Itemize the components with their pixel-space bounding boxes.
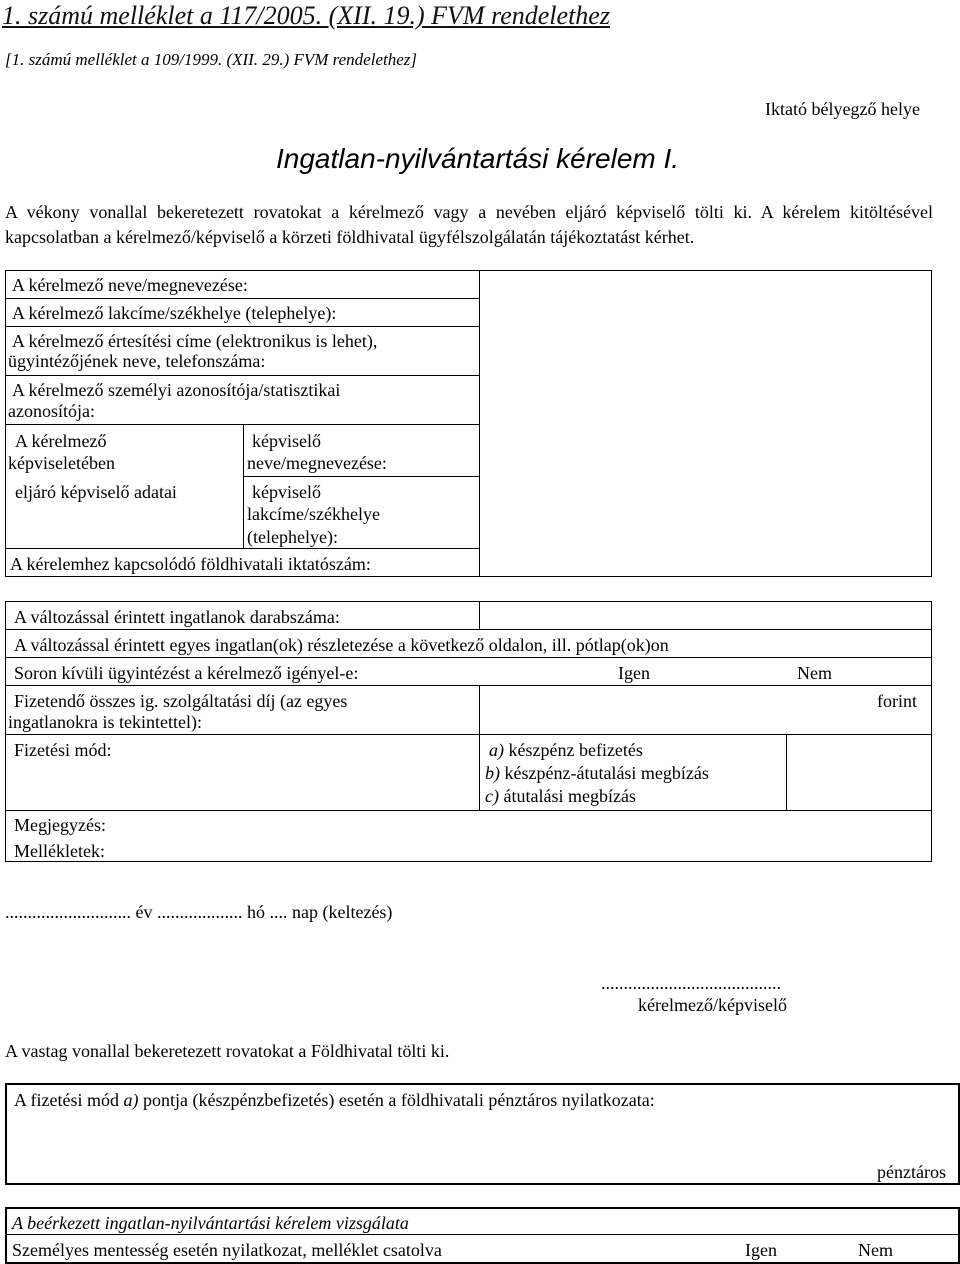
- row-divider: [243, 476, 480, 477]
- property-count-label: A változással érintett ingatlanok darabszáma:: [14, 607, 340, 627]
- row-divider: [5, 548, 480, 549]
- row-divider: [5, 629, 932, 630]
- col-divider: [479, 685, 480, 810]
- exemption-yes-option[interactable]: Igen: [745, 1240, 777, 1260]
- stamp-area-label: Iktató bélyegző helye: [765, 99, 920, 119]
- urgent-no-option[interactable]: Nem: [797, 663, 832, 683]
- applicant-id-label: A kérelmező személyi azonosítója/statisztikai: [12, 380, 341, 400]
- row-divider: [479, 810, 932, 811]
- payment-option-b-text: készpénz-átutalási megbízás: [504, 763, 709, 783]
- payment-option-b-letter: b): [485, 763, 500, 783]
- applicant-notify-label: A kérelmező értesítési címe (elektronikus is lehet),: [12, 331, 378, 351]
- row-divider: [5, 657, 932, 658]
- row-divider: [5, 1234, 960, 1235]
- exemption-label: Személyes mentesség esetén nyilatkozat, melléklet csatolva: [12, 1240, 442, 1260]
- review-title: A beérkezett ingatlan-nyilvántartási kérelem vizsgálata: [12, 1213, 409, 1233]
- office-note: A vastag vonallal bekeretezett rovatokat a Földhivatal tölti ki.: [5, 1041, 450, 1061]
- property-detail-label: A változással érintett egyes ingatlan(ok) részletezése a következő oldalon, ill. pótlap(ok)on: [14, 635, 669, 655]
- intro-text: A vékony vonallal bekeretezett rovatokat a kérelmező vagy a nevében eljáró képviselő tölti ki. A kérelem kitöltésével kapcsolatban a kérelmező/képviselő a körzeti földhivatal ügyfélszolgálatán tájékoztatást kérhet.: [5, 202, 933, 247]
- exemption-no-option[interactable]: Nem: [858, 1240, 893, 1260]
- signature-line: ........................................: [601, 973, 781, 993]
- cashier-statement-post: pontja (készpénzbefizetés) esetén a földhivatali pénztáros nyilatkozata:: [142, 1090, 655, 1110]
- rep-address-label: képviselő: [252, 482, 321, 502]
- applicant-name-label: A kérelmező neve/megnevezése:: [12, 275, 248, 295]
- applicant-address-label: A kérelmező lakcíme/székhelye (telephelye):: [12, 303, 337, 323]
- rep-section-label: A kérelmező: [15, 431, 107, 451]
- payment-option-c[interactable]: [485, 785, 636, 807]
- row-divider: [5, 685, 932, 686]
- applicant-notify-label-2: ügyintézőjének neve, telefonszáma:: [8, 351, 266, 371]
- row-divider: [5, 298, 480, 299]
- urgent-yes-option[interactable]: Igen: [618, 663, 650, 683]
- payment-option-a-letter: a): [489, 740, 504, 760]
- annex-title: 1. számú melléklet a 117/2005. (XII. 19.) FVM rendelethez: [2, 1, 610, 30]
- file-number-label: A kérelemhez kapcsolódó földhivatali iktatószám:: [10, 554, 371, 574]
- rep-section-label-3: eljáró képviselő adatai: [15, 482, 177, 502]
- applicant-id-label-2: azonosítója:: [8, 401, 95, 421]
- cashier-statement: [14, 1089, 655, 1111]
- rep-address-label-2: lakcíme/székhelye: [247, 504, 380, 524]
- payment-checkbox-column: [786, 734, 787, 810]
- rep-name-label-2: neve/megnevezése:: [247, 453, 387, 473]
- payment-method-label: Fizetési mód:: [14, 740, 112, 760]
- rep-section-label-2: képviseletében: [8, 453, 115, 473]
- fee-currency: forint: [877, 691, 917, 711]
- fee-label-2: ingatlanokra is tekintettel):: [8, 712, 202, 732]
- applicant-input-column: [479, 270, 932, 577]
- rep-name-label: képviselő: [252, 431, 321, 451]
- row-divider: [5, 375, 480, 376]
- payment-option-b[interactable]: [485, 762, 709, 784]
- urgent-label: Soron kívüli ügyintézést a kérelmező igényel-e:: [14, 663, 359, 683]
- payment-option-c-letter: c): [485, 786, 499, 806]
- cashier-signature-label: pénztáros: [877, 1162, 946, 1182]
- cashier-statement-letter: a): [123, 1090, 139, 1110]
- rep-address-label-3: (telephelye):: [247, 527, 338, 547]
- row-divider: [5, 734, 932, 735]
- attachments-label: Mellékletek:: [14, 841, 105, 861]
- row-divider: [5, 810, 480, 811]
- col-divider: [479, 601, 480, 629]
- col-divider: [243, 424, 244, 548]
- row-divider: [5, 326, 480, 327]
- signature-label: kérelmező/képviselő: [638, 995, 787, 1015]
- annex-subtitle: [1. számú melléklet a 109/1999. (XII. 29.) FVM rendelethez]: [5, 50, 418, 69]
- remarks-label: Megjegyzés:: [14, 815, 106, 835]
- fee-label: Fizetendő összes ig. szolgáltatási díj (az egyes: [14, 691, 348, 711]
- date-line: ............................ év ................... hó .... nap (keltezés): [5, 902, 393, 922]
- form-title: Ingatlan-nyilvántartási kérelem I.: [276, 143, 680, 174]
- payment-option-c-text: átutalási megbízás: [503, 786, 636, 806]
- payment-option-a-text: készpénz befizetés: [508, 740, 643, 760]
- payment-option-a[interactable]: [489, 739, 643, 761]
- cashier-statement-pre: A fizetési mód: [14, 1090, 119, 1110]
